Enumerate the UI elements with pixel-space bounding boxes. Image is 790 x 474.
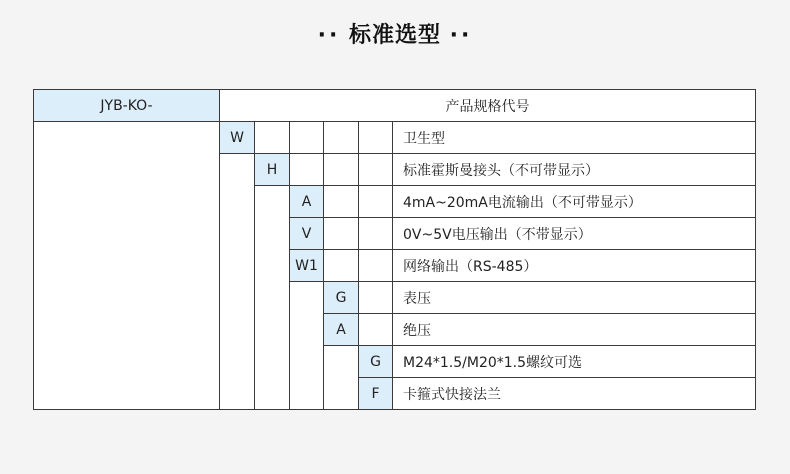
code-cell: A bbox=[324, 314, 359, 346]
empty-cell bbox=[324, 346, 359, 410]
desc-cell: 标准霍斯曼接头（不可带显示） bbox=[393, 154, 756, 186]
desc-cell: 卫生型 bbox=[393, 122, 756, 154]
spec-code-header: 产品规格代号 bbox=[220, 90, 756, 122]
table-row bbox=[34, 122, 756, 154]
empty-cell bbox=[359, 218, 393, 250]
empty-cell bbox=[324, 250, 359, 282]
code-cell: H bbox=[255, 154, 290, 186]
empty-cell bbox=[290, 154, 324, 186]
empty-cell bbox=[359, 186, 393, 218]
code-cell: W1 bbox=[290, 250, 324, 282]
model-empty-cell bbox=[34, 122, 220, 410]
empty-cell bbox=[324, 122, 359, 154]
code-cell: W bbox=[220, 122, 255, 154]
empty-cell bbox=[324, 154, 359, 186]
model-prefix-cell: JYB-KO- bbox=[34, 90, 220, 122]
page-title bbox=[0, 18, 790, 49]
empty-cell bbox=[255, 122, 290, 154]
desc-cell: 0V~5V电压输出（不带显示） bbox=[393, 218, 756, 250]
table-header-row bbox=[34, 90, 756, 122]
empty-cell bbox=[359, 282, 393, 314]
code-cell: G bbox=[359, 346, 393, 378]
desc-cell: 卡箍式快接法兰 bbox=[393, 378, 756, 410]
empty-cell bbox=[324, 218, 359, 250]
desc-cell: M24*1.5/M20*1.5螺纹可选 bbox=[393, 346, 756, 378]
title-text: 标准选型 bbox=[348, 23, 441, 48]
desc-cell: 网络输出（RS-485） bbox=[393, 250, 756, 282]
code-cell: G bbox=[324, 282, 359, 314]
empty-cell bbox=[359, 154, 393, 186]
empty-cell bbox=[359, 122, 393, 154]
desc-cell: 绝压 bbox=[393, 314, 756, 346]
empty-cell bbox=[359, 250, 393, 282]
title-dots-right: ·· bbox=[449, 23, 473, 48]
desc-cell: 4mA~20mA电流输出（不可带显示） bbox=[393, 186, 756, 218]
empty-cell bbox=[359, 314, 393, 346]
empty-cell bbox=[220, 154, 255, 410]
empty-cell bbox=[290, 282, 324, 410]
code-cell: V bbox=[290, 218, 324, 250]
code-cell: F bbox=[359, 378, 393, 410]
title-dots-left: ·· bbox=[317, 23, 341, 48]
selection-table bbox=[33, 89, 756, 410]
empty-cell bbox=[290, 122, 324, 154]
empty-cell bbox=[255, 186, 290, 410]
empty-cell bbox=[324, 186, 359, 218]
desc-cell: 表压 bbox=[393, 282, 756, 314]
code-cell: A bbox=[290, 186, 324, 218]
